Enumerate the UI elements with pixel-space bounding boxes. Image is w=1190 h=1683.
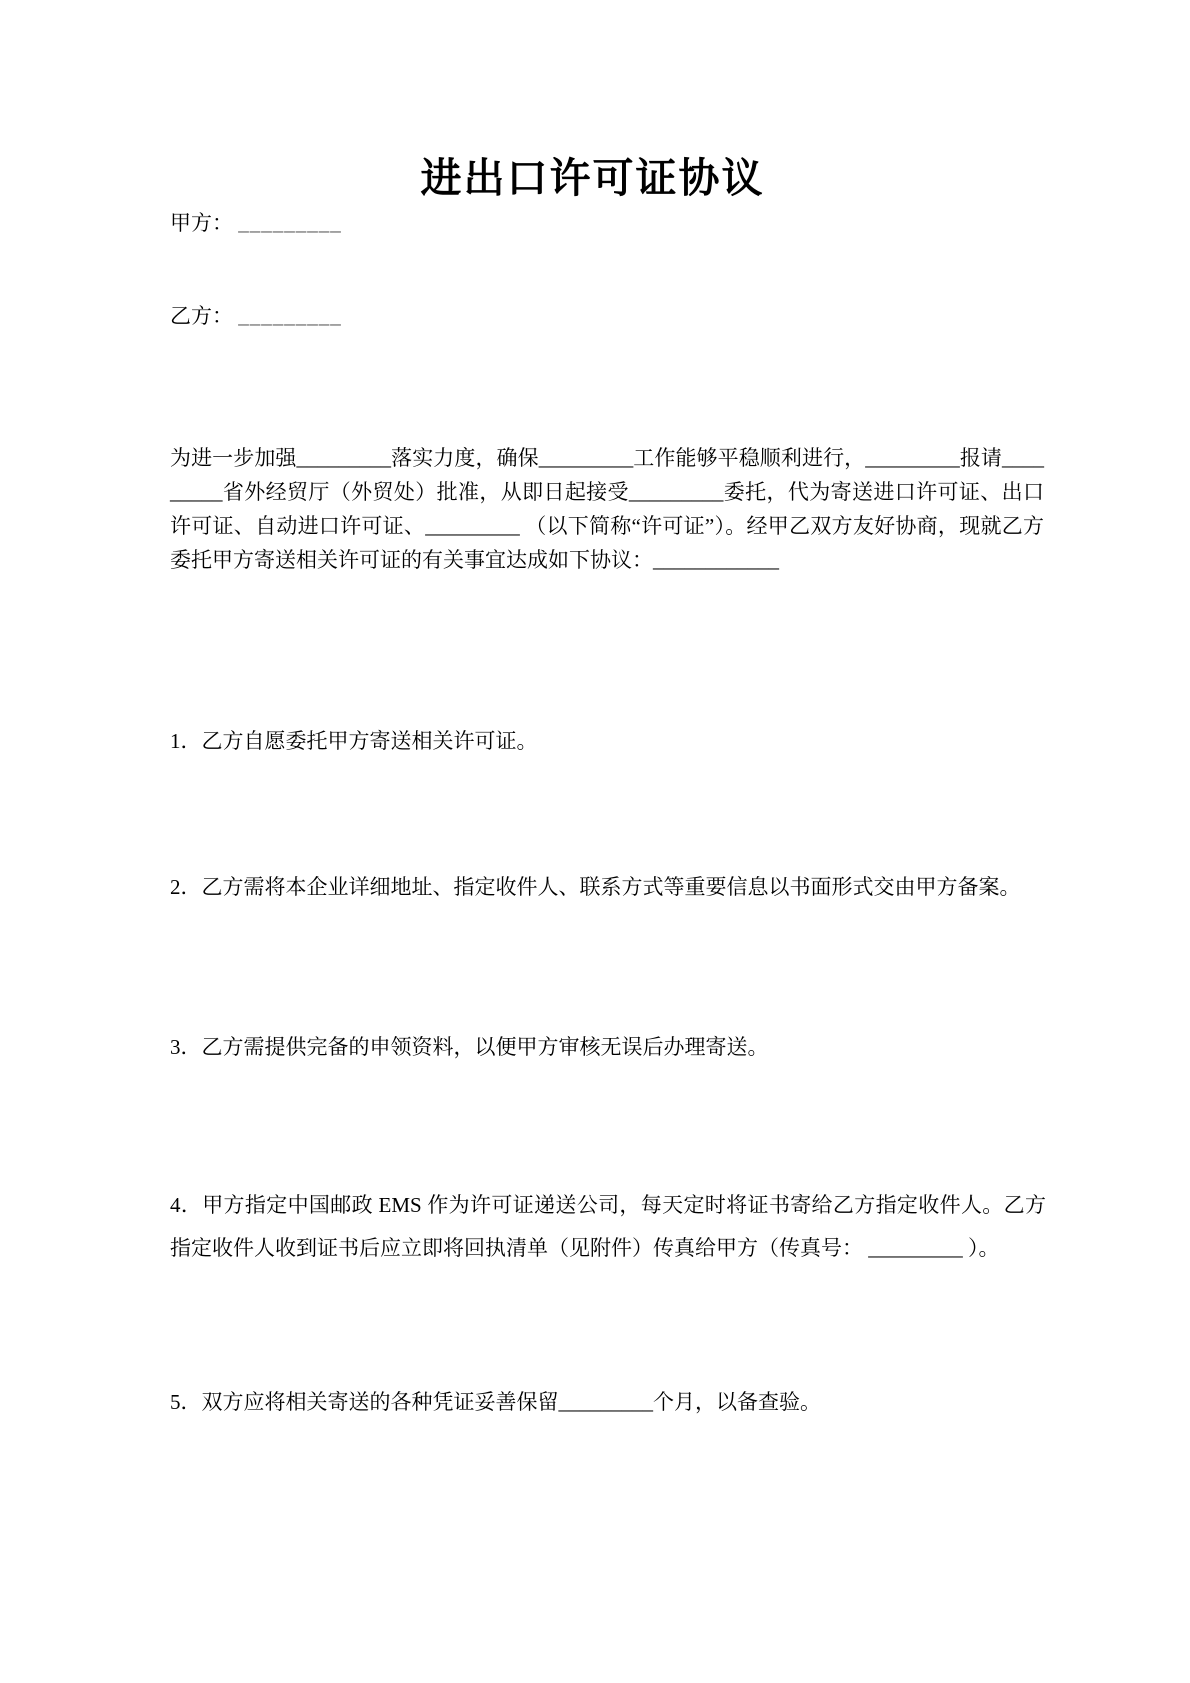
document-title: 进出口许可证协议 <box>420 155 765 201</box>
clause-1: 1．乙方自愿委托甲方寄送相关许可证。 <box>170 729 538 753</box>
clause-2: 2．乙方需将本企业详细地址、指定收件人、联系方式等重要信息以书面形式交由甲方备案。 <box>170 875 1021 899</box>
clause-4: 4．甲方指定中国邮政 EMS 作为许可证递送公司，每天定时将证书寄给乙方指定收件人。乙方指定收件人收到证书后应立即将回执清单（见附件）传真给甲方（传真号： _________ ）。 <box>170 1193 1046 1260</box>
party-a-blank: _________ <box>238 211 342 235</box>
party-b-label: 乙方： <box>170 304 233 328</box>
party-a-label: 甲方： <box>170 211 233 235</box>
clause-5: 5．双方应将相关寄送的各种凭证妥善保留_________个月，以备查验。 <box>170 1390 821 1414</box>
clause-3: 3．乙方需提供完备的申领资料，以便甲方审核无误后办理寄送。 <box>170 1035 769 1059</box>
intro-paragraph: 为进一步加强_________落实力度，确保_________工作能够平稳顺利进行，_________报请_________省外经贸厅（外贸处）批准，从即日起接受_________委托，代为寄送进口许可证、出口许可证、自动进口许可证、_________ （以下简称“许可证”）。经甲乙双方友好协商，现就乙方委托甲方寄送相关许可证的有关事宜达成如下协议：____________ <box>170 446 1044 572</box>
party-b-line <box>170 301 1042 331</box>
party-a-line <box>170 208 1042 238</box>
party-b-blank: _________ <box>238 304 342 328</box>
